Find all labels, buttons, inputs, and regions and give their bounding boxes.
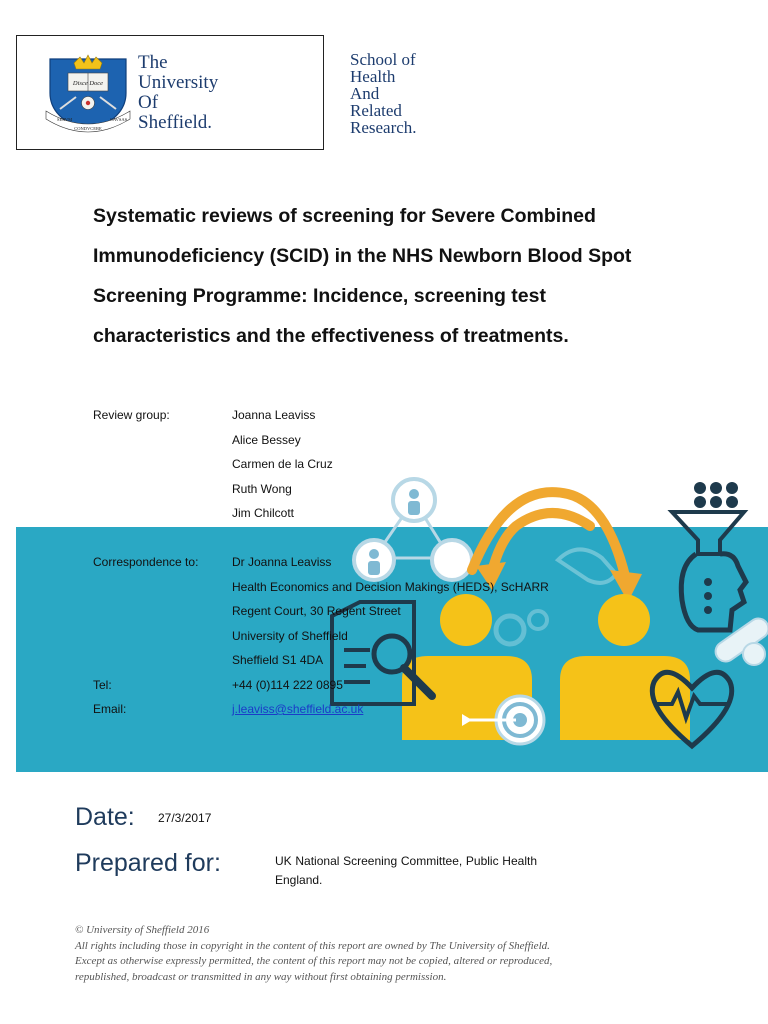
correspondence-line: Health Economics and Decision Makings (HEDS), ScHARR <box>232 580 549 594</box>
date-value: 27/3/2017 <box>158 811 212 825</box>
person-yellow-icon <box>560 594 690 740</box>
title-line: characteristics and the effectiveness of treatments. <box>93 325 569 347</box>
university-name-line: Sheffield. <box>138 112 213 133</box>
report-title <box>93 196 693 356</box>
correspondence-line: University of Sheffield <box>232 629 348 643</box>
network-people-icon <box>354 479 472 580</box>
tel-label: Tel: <box>93 678 112 692</box>
review-member: Joanna Leaviss <box>232 408 316 422</box>
copyright-line: © University of Sheffield 2016 <box>75 924 210 936</box>
correspondence-line: Dr Joanna Leaviss <box>232 555 332 569</box>
crest-ribbon-center: CONDVCERE <box>74 126 102 131</box>
university-name-line: Of <box>138 92 159 113</box>
date-label: Date: <box>75 803 135 831</box>
crest-ribbon-left: SERVM <box>57 117 73 122</box>
tel-value: +44 (0)114 222 0895 <box>232 678 343 692</box>
pills-icon <box>712 615 768 666</box>
handshake-icon <box>558 549 616 582</box>
prepared-for-value: UK National Screening Committee, Public Health England. <box>275 854 537 887</box>
school-name-line: School of <box>350 50 416 69</box>
review-member: Carmen de la Cruz <box>232 457 333 471</box>
review-group-label: Review group: <box>93 408 170 422</box>
review-member: Jim Chilcott <box>232 506 295 520</box>
gear-icon <box>496 611 547 644</box>
correspondence-line: Sheffield S1 4DA <box>232 653 324 667</box>
university-crest <box>46 53 130 135</box>
title-line: Screening Programme: Incidence, screening test <box>93 285 546 307</box>
crest-motto: Disce Doce <box>72 80 104 87</box>
school-name-line: Related <box>350 101 402 120</box>
copyright-line: republished, broadcast or transmitted in any way without first obtaining permission. <box>75 970 447 983</box>
correspondence-label: Correspondence to: <box>93 555 199 569</box>
prepared-for-label: Prepared for: <box>75 849 221 877</box>
title-line: Immunodeficiency (SCID) in the NHS Newborn Blood Spot <box>93 245 632 267</box>
title-line: Systematic reviews of screening for Severe Combined <box>93 205 596 227</box>
funnel-head-icon <box>672 482 746 630</box>
crest-ribbon-right: CAVSAS <box>110 117 128 122</box>
review-member: Ruth Wong <box>232 482 292 496</box>
university-name-line: The <box>138 52 168 73</box>
school-name-line: Health <box>350 67 396 86</box>
school-name-line: And <box>350 84 380 103</box>
school-name-line: Research. <box>350 118 417 137</box>
email-label: Email: <box>93 702 127 716</box>
email-link[interactable]: j.leaviss@sheffield.ac.uk <box>232 702 364 716</box>
university-name-line: University <box>138 72 219 93</box>
copyright-line: Except as otherwise expressly permitted, the content of this report may not be copied, altered or reproduced, <box>75 955 553 967</box>
review-member: Alice Bessey <box>232 433 301 447</box>
correspondence-line: Regent Court, 30 Regent Street <box>232 604 401 618</box>
copyright-line: All rights including those in copyright in the content of this report are owned by The University of Sheffield. <box>75 939 550 952</box>
copyright-notice <box>75 923 705 985</box>
